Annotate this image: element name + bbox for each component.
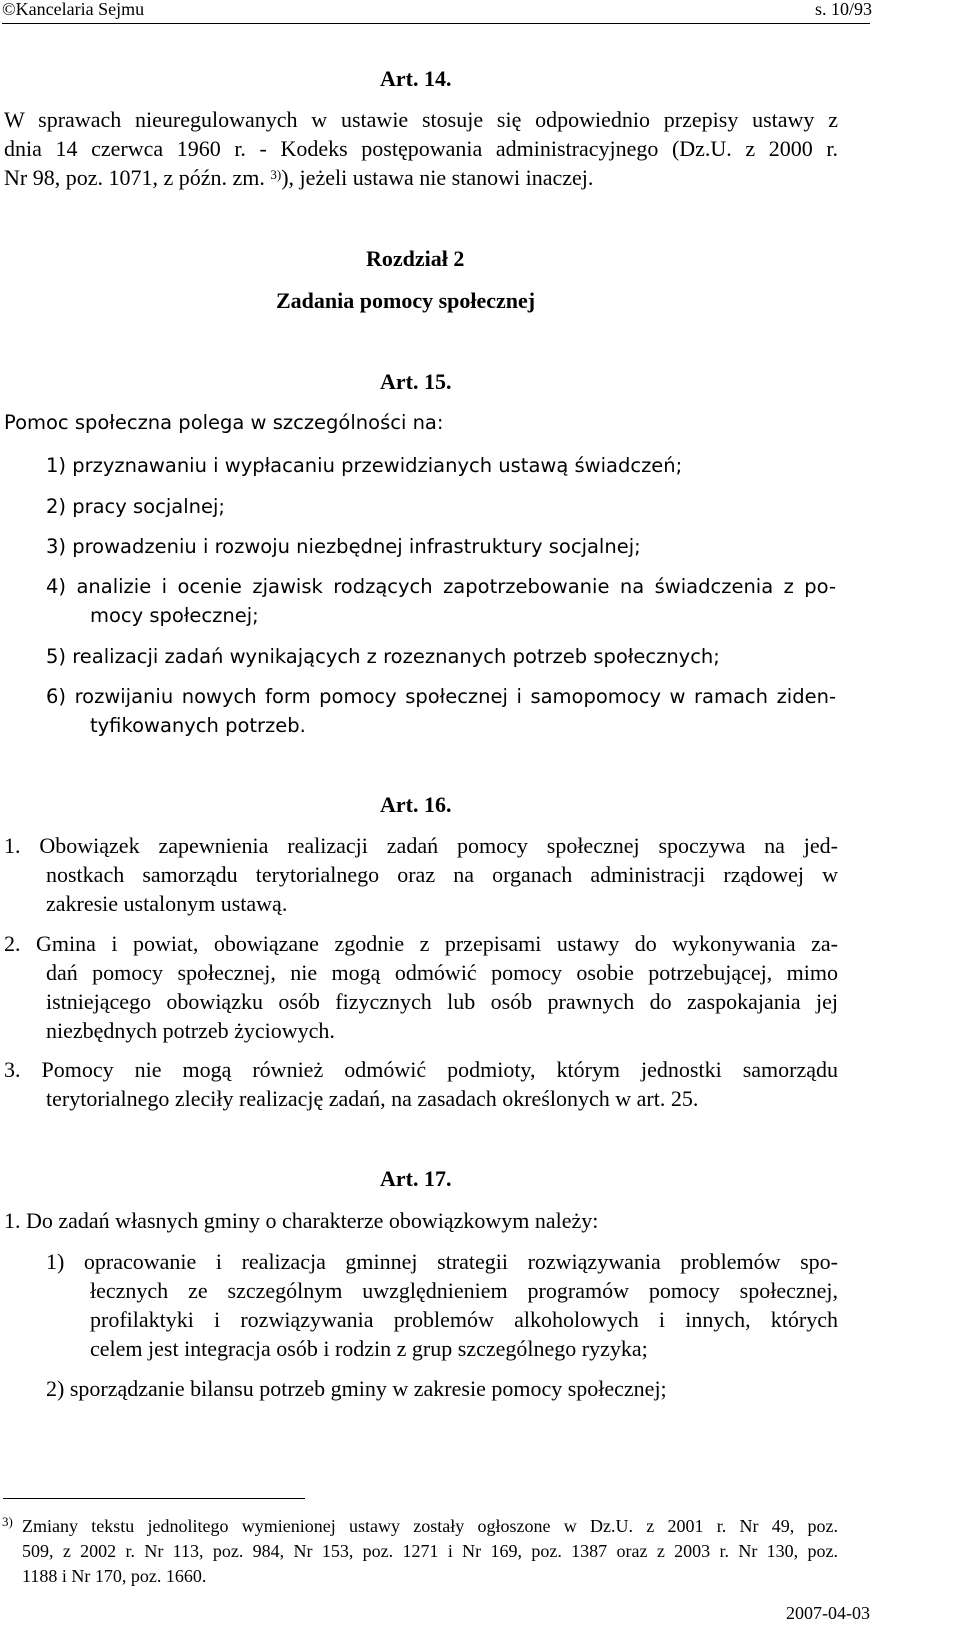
header-rule: [2, 23, 870, 24]
chapter-name: Zadania pomocy społecznej: [276, 288, 536, 313]
art16-title: Art. 16.: [380, 792, 452, 817]
list-item-continuation: tyfikowanych potrzeb.: [90, 714, 306, 737]
chapter-number: Rozdział 2: [366, 246, 465, 271]
list-item: 5) realizacji zadań wynikających z rozeznanych potrzeb społecznych;: [46, 645, 720, 668]
list-item-continuation: celem jest integracja osób i rodzin z grup szczególnego ryzyka;: [90, 1336, 648, 1361]
list-item-continuation: profilaktyki i rozwiązywania problemów alkoholowych i innych, których: [90, 1307, 838, 1332]
paragraph-line: 2. Gmina i powiat, obowiązane zgodnie z przepisami ustawy do wykonywania za-: [4, 931, 838, 956]
paragraph-line: istniejącego obowiązku osób fizycznych lub osób prawnych do zaspokajania jej: [46, 989, 838, 1014]
footnote-rule: [3, 1498, 305, 1499]
footnote-line: 1188 i Nr 170, poz. 1660.: [22, 1566, 207, 1586]
footnote-line: Zmiany tekstu jednolitego wymienionej ustawy zostały ogłoszone w Dz.U. z 2001 r. Nr 49, poz.: [22, 1516, 838, 1536]
footnote-line: 509, z 2002 r. Nr 113, poz. 984, Nr 153, poz. 1271 i Nr 169, poz. 1387 oraz z 2003 r. Nr 130, poz.: [22, 1541, 838, 1561]
page-number: s. 10/93: [814, 0, 872, 19]
footnote-marker-sup: 3): [2, 1514, 13, 1529]
paragraph-line: 1. Obowiązek zapewnienia realizacji zadań pomocy społecznej spoczywa na jed-: [4, 833, 838, 858]
footnote-marker: [2, 1512, 13, 1537]
art14-line-text: Nr 98, poz. 1071, z późn. zm.: [4, 165, 265, 190]
header-source: ©Kancelaria Sejmu: [2, 0, 145, 19]
document-date: 2007-04-03: [786, 1603, 870, 1623]
art14-line-text: ), jeżeli ustawa nie stanowi inaczej.: [281, 165, 594, 190]
list-item-continuation: łecznych ze szczególnym uwzględnieniem programów pomocy społecznej,: [90, 1278, 838, 1303]
paragraph-line: zakresie ustalonym ustawą.: [46, 891, 288, 916]
art14-line: W sprawach nieuregulowanych w ustawie stosuje się odpowiednio przepisy ustawy z: [4, 107, 838, 132]
footnote-ref: 3): [270, 167, 282, 182]
list-item: 3) prowadzeniu i rozwoju niezbędnej infrastruktury socjalnej;: [46, 535, 641, 558]
list-item: 4) analizie i ocenie zjawisk rodzących zapotrzebowanie na świadczenia z po-: [46, 575, 836, 598]
paragraph-line: nostkach samorządu terytorialnego oraz na organach administracji rządowej w: [46, 862, 838, 887]
art15-title: Art. 15.: [380, 369, 452, 394]
paragraph-line: niezbędnych potrzeb życiowych.: [46, 1018, 335, 1043]
paragraph-line: terytorialnego zleciły realizację zadań, na zasadach określonych w art. 25.: [46, 1086, 699, 1111]
art14-line: dnia 14 czerwca 1960 r. - Kodeks postępowania administracyjnego (Dz.U. z 2000 r.: [4, 136, 838, 161]
paragraph-line: dań pomocy społecznej, nie mogą odmówić pomocy osobie potrzebującej, mimo: [46, 960, 838, 985]
list-item: 1) opracowanie i realizacja gminnej strategii rozwiązywania problemów spo-: [46, 1249, 838, 1274]
art15-intro: Pomoc społeczna polega w szczególności na:: [4, 411, 444, 434]
art17-intro: 1. Do zadań własnych gminy o charakterze obowiązkowym należy:: [4, 1208, 599, 1233]
list-item: 1) przyznawaniu i wypłacaniu przewidzianych ustawą świadczeń;: [46, 454, 683, 477]
list-item: 6) rozwijaniu nowych form pomocy społecznej i samopomocy w ramach ziden-: [46, 685, 836, 708]
art14-title: Art. 14.: [380, 66, 452, 91]
paragraph-line: 3. Pomocy nie mogą również odmówić podmioty, którym jednostki samorządu: [4, 1057, 838, 1082]
list-item: 2) sporządzanie bilansu potrzeb gminy w zakresie pomocy społecznej;: [46, 1376, 667, 1401]
list-item: 2) pracy socjalnej;: [46, 495, 225, 518]
list-item-continuation: mocy społecznej;: [90, 604, 259, 627]
art17-title: Art. 17.: [380, 1166, 452, 1191]
art14-line: [4, 163, 593, 192]
